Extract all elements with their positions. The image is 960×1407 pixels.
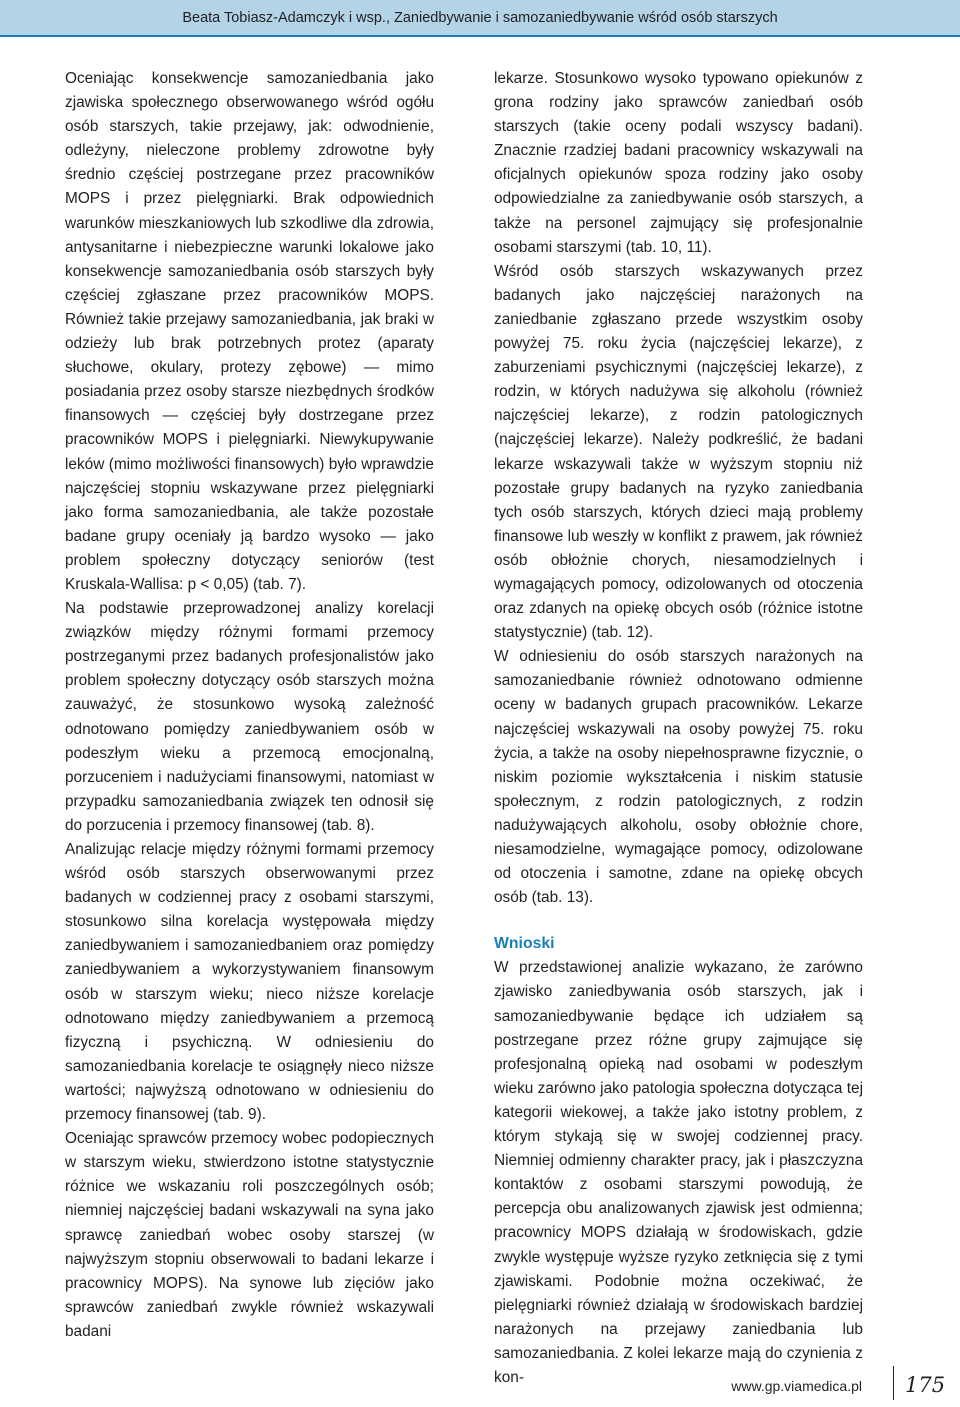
footer-divider bbox=[893, 1366, 894, 1400]
body-paragraph: Wśród osób starszych wskazywanych przez badanych jako najczęściej narażonych na zaniedbanie zgłaszano przede wszystkim osoby powyżej 75. roku życia (najczęściej lekarze), z zaburzeniami psychicznymi (najczęściej lekarze), z rodzin, w których nadużywa się alkoholu (również najczęściej lekarze), z rodzin patologicznych (najczęściej lekarze). Należy podkreślić, że badani lekarze wskazywali także w wyższym stopniu niż pozostałe grupy badanych na ryzyko zaniedbania tych osób starszych, których dzieci mają problemy finansowe lub weszły w konflikt z prawem, jak również osób obłożnie chorych, niesamodzielnych i wymagających pomocy, odizolowanych od otoczenia oraz zdanych na opiekę obcych osób (różnice istotne statystycznie) (tab. 12). bbox=[494, 262, 863, 642]
running-header bbox=[0, 0, 960, 37]
page-number: 175 bbox=[905, 1373, 946, 1397]
left-column bbox=[65, 67, 434, 1344]
body-paragraph: Oceniając konsekwencje samozaniedbania jako zjawiska społecznego obserwowanego wśród ogółu osób starszych, takie przejawy, jak: odwodnienie, odleżyny, nieleczone problemy zdrowotne były średnio częściej postrzegane przez pracowników MOPS i przez pielęgniarki. Brak odpowiednich warunków mieszkaniowych lub szkodliwe dla zdrowia, antysanitarne i niebezpieczne warunki lokalowe jako konsekwencje samozaniedbania osób starszych były częściej zgłaszane przez pracowników MOPS. Również takie przejawy samozaniedbania, jak braki w odzieży lub brak potrzebnych protez (aparaty słuchowe, okulary, protezy zębowe) — mimo posiadania przez osoby starsze niezbędnych środków finansowych — częściej były dostrzegane przez pracowników MOPS i pielęgniarki. Niewykupywanie leków (mimo możliwości finansowych) było wprawdzie najczęściej stopniu wskazywane przez pielęgniarki jako forma samozaniedbania, ale także pozostałe badane grupy oceniały ją bardzo wysoko — jako problem społeczny dotyczący seniorów (test Kruskala-Wallisa: p < 0,05) (tab. 7). bbox=[65, 70, 434, 593]
body-paragraph: Analizując relacje między różnymi formami przemocy wśród osób starszych obserwowanymi przez badanych w codziennej pracy z osobami starszymi, stosunkowo silna korelacja występowała między zaniedbywaniem i samozaniedbaniem oraz pomiędzy zaniedbywaniem a wykorzystywaniem finansowym osób w starszym wieku; nieco niższe korelacje odnotowano między zaniedbywaniem a przemocą fizyczną i psychiczną. W odniesieniu do samozaniedbania korelacje te osiągnęły nieco niższe wartości; najwyższą odnotowano w odniesieniu do przemocy finansowej (tab. 9). bbox=[65, 841, 434, 1124]
body-paragraph: lekarze. Stosunkowo wysoko typowano opiekunów z grona rodziny jako sprawców zaniedbań osób starszych (takie oceny podali wszyscy badani). Znacznie rzadziej badani pracownicy wskazywali na oficjalnych opiekunów spoza rodziny jako osoby odpowiedzialne za zaniedbywanie osób starszych, a także na personel zajmujący się profesjonalnie osobami starszymi (tab. 10, 11). bbox=[494, 70, 863, 256]
header-title: Zaniedbywanie i samozaniedbywanie wśród osób starszych bbox=[394, 9, 778, 26]
header-separator: , bbox=[385, 9, 395, 26]
section-heading: Wnioski bbox=[494, 935, 555, 953]
footer-url: www.gp.viamedica.pl bbox=[731, 1378, 862, 1394]
right-column bbox=[494, 67, 863, 1390]
header-authors: Beata Tobiasz-Adamczyk i wsp. bbox=[182, 9, 386, 26]
body-paragraph: W odniesieniu do osób starszych narażonych na samozaniedbanie również odnotowano odmienne oceny w badanych grupach pracowników. Lekarze najczęściej wskazywali na osoby powyżej 75. roku życia, a także na osoby niepełnosprawne fizycznie, o niskim poziomie wykształcenia i niskim statusie społecznym, z rodzin patologicznych, z rodzin nadużywających alkoholu, osoby obłożnie chore, niesamodzielne, wymagające pomocy, odizolowane od otoczenia i samotne, zdane na opiekę obcych osób (tab. 13). bbox=[494, 648, 863, 907]
body-paragraph: W przedstawionej analizie wykazano, że zarówno zjawisko zaniedbywania osób starszych, jak i samozaniedbywanie będące ich udziałem są postrzegane przez różne grupy zajmujące się profesjonalną opieką nad osobami w podeszłym wieku zarówno jako patologia społeczna dotycząca tej kategorii wiekowej, a także jako istotny problem, z którym stykają się w swojej codziennej pracy. Niemniej odmienny charakter pracy, jak i płaszczyzna kontaktów z osobami starszymi powodują, że percepcja obu analizowanych zjawisk jest odmienna; pracownicy MOPS działają w środowiskach, gdzie zwykle występuje wyższe ryzyko zetknięcia się z tymi zjawiskami. Podobnie można oczekiwać, że pielęgniarki również działają w środowiskach bardziej narażonych na przejawy zaniedbania lub samozaniedbania. Z kolei lekarze mają do czynienia z kon- bbox=[494, 959, 863, 1386]
body-paragraph: Na podstawie przeprowadzonej analizy korelacji związków między różnymi formami przemocy postrzeganymi przez badanych profesjonalistów jako problem społeczny dotyczący osób starszych można zauważyć, że stosunkowo wysoką zależność odnotowano pomiędzy zaniedbywaniem osób w podeszłym wieku a przemocą emocjonalną, porzuceniem i nadużyciami finansowymi, natomiast w przypadku samozaniedbania związek ten odnosił się do porzucenia i przemocy finansowej (tab. 8). bbox=[65, 600, 434, 834]
body-paragraph: Oceniając sprawców przemocy wobec podopiecznych w starszym wieku, stwierdzono istotne statystycznie różnice we wskazaniu roli poszczególnych osób; niemniej najczęściej badani wskazywali na syna jako sprawcę zaniedbań wobec osoby starszej (w najwyższym stopniu obserwowali to badani lekarze i pracownicy MOPS). Na synowe lub zięciów jako sprawców zaniedbań zwykle również wskazywali badani bbox=[65, 1130, 434, 1340]
